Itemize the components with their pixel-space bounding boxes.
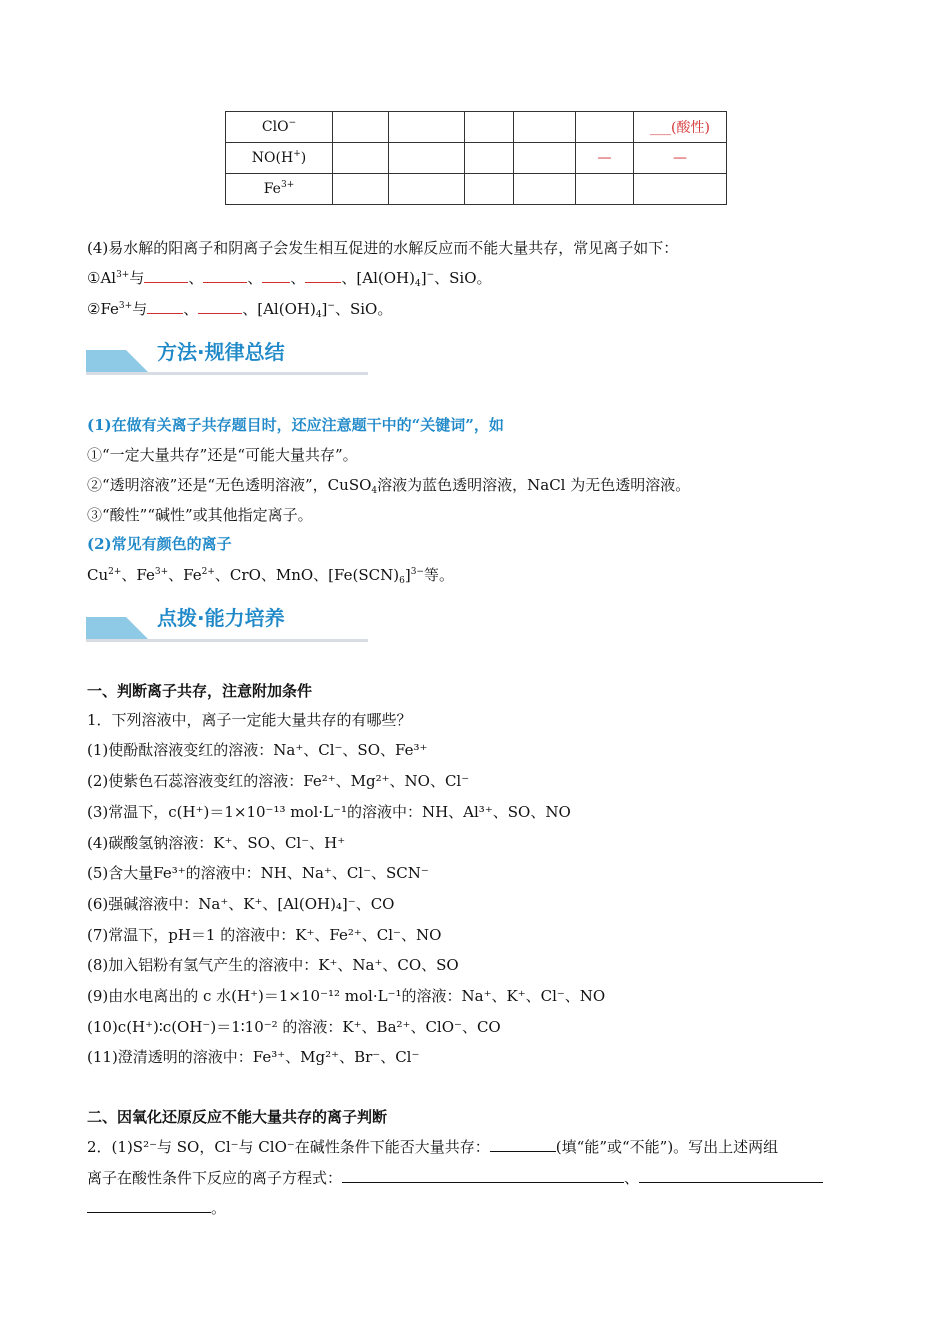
answer-blank[interactable]: [87, 1198, 211, 1213]
text-line: ③“酸性”“碱性”或其他指定离子。: [87, 506, 313, 524]
question-item: (5)含大量Fe³⁺的溶液中：NH、Na⁺、Cl⁻、SCN⁻: [87, 864, 429, 882]
table-cell: [465, 174, 514, 205]
answer-blank[interactable]: [144, 282, 188, 283]
question-item: (6)强碱溶液中：Na⁺、K⁺、[Al(OH)₄]⁻、CO: [87, 895, 395, 913]
question-item: (8)加入铝粉有氢气产生的溶液中：K⁺、Na⁺、CO、SO: [87, 956, 459, 974]
paragraph-4-line1: $①Al^{3+}$与 、 、 、 、$[Al(OH)_4]^-$、SiO。: [87, 269, 492, 289]
section-title: 点拨·能力培养: [157, 606, 285, 630]
answer-blank[interactable]: [342, 1168, 624, 1183]
subheading: (1)在做有关离子共存题目时，还应注意题干中的“关键词”，如: [87, 416, 504, 434]
table-cell: [465, 143, 514, 174]
table-cell: [389, 174, 465, 205]
paragraph-4-intro: (4)易水解的阳离子和阴离子会发生相互促进的水解反应而不能大量共存，常见离子如下：: [87, 239, 679, 257]
table-cell: [333, 112, 389, 143]
question-item: (10)c(H⁺)∶c(OH⁻)＝1∶10⁻² 的溶液：K⁺、Ba²⁺、ClO⁻、CO: [87, 1018, 501, 1036]
question-2-line2: 离子在酸性条件下反应的离子方程式： 、: [87, 1168, 823, 1188]
table-cell: —: [634, 143, 727, 174]
question-2-line1: 2．(1)S²⁻与 SO，Cl⁻与 ClO⁻在碱性条件下能否大量共存： (填“能”或“不能”)。写出上述两组: [87, 1138, 779, 1156]
table-cell: [333, 174, 389, 205]
answer-blank[interactable]: [305, 282, 341, 283]
answer-blank[interactable]: [147, 313, 183, 314]
table-cell: [576, 174, 634, 205]
section-title: 方法·规律总结: [157, 340, 285, 364]
table-cell: [389, 112, 465, 143]
table-cell: [465, 112, 514, 143]
table-cell: ___(酸性): [634, 112, 727, 143]
question-item: (2)使紫色石蕊溶液变红的溶液：Fe²⁺、Mg²⁺、NO、Cl⁻: [87, 772, 470, 790]
question-item: (1)使酚酞溶液变红的溶液：Na⁺、Cl⁻、SO、Fe³⁺: [87, 741, 428, 759]
answer-blank[interactable]: [262, 282, 290, 283]
answer-blank[interactable]: [198, 313, 242, 314]
table-cell: [514, 174, 576, 205]
question-item: (7)常温下，pH＝1 的溶液中：K⁺、Fe²⁺、Cl⁻、NO: [87, 926, 442, 944]
ion-coexistence-table: [225, 111, 727, 205]
table-cell: [514, 112, 576, 143]
table-cell: [514, 143, 576, 174]
subheading: (2)常见有颜色的离子: [87, 535, 232, 553]
question-2-line3: 。: [87, 1198, 226, 1218]
row-label: ClO−: [226, 112, 333, 143]
answer-blank[interactable]: [490, 1137, 556, 1152]
answer-blank[interactable]: [203, 282, 247, 283]
paragraph-4-line2: $②Fe^{3+}$与 、 、$[Al(OH)_4]^-$、SiO。: [87, 300, 393, 320]
table-cell: [333, 143, 389, 174]
question-item: (3)常温下，c(H⁺)＝1×10⁻¹³ mol·L⁻¹的溶液中：NH、Al³⁺、SO、NO: [87, 803, 571, 821]
table-cell: [634, 174, 727, 205]
question-1: 1．下列溶液中，离子一定能大量共存的有哪些？: [87, 711, 412, 729]
text-line: ①“一定大量共存”还是“可能大量共存”。: [87, 446, 358, 464]
subheading: 二、因氧化还原反应不能大量共存的离子判断: [87, 1108, 388, 1126]
text-line: ②“透明溶液”还是“无色透明溶液”，CuSO$_4$溶液为蓝色透明溶液，NaCl 为无色透明溶液。: [87, 476, 691, 496]
question-item: (9)由水电离出的 c 水(H⁺)＝1×10⁻¹² mol·L⁻¹的溶液：Na⁺、K⁺、Cl⁻、NO: [87, 987, 606, 1005]
table-cell: —: [576, 143, 634, 174]
row-label: $Fe^{3+}$: [226, 174, 333, 205]
table-cell: [576, 112, 634, 143]
table-row: [226, 143, 727, 174]
subheading: 一、判断离子共存，注意附加条件: [87, 682, 313, 700]
answer-blank[interactable]: [639, 1168, 823, 1183]
table-row: [226, 112, 727, 143]
table-row: [226, 174, 727, 205]
colored-ions-line: $Cu^{2+}$、$Fe^{3+}$、$Fe^{2+}$、CrO、MnO、$[Fe(SCN)_6]^{3-}$等。: [87, 566, 454, 586]
question-item: (4)碳酸氢钠溶液：K⁺、SO、Cl⁻、H⁺: [87, 834, 346, 852]
question-item: (11)澄清透明的溶液中：Fe³⁺、Mg²⁺、Br⁻、Cl⁻: [87, 1048, 420, 1066]
row-label: NO(H+): [226, 143, 333, 174]
table-cell: [389, 143, 465, 174]
